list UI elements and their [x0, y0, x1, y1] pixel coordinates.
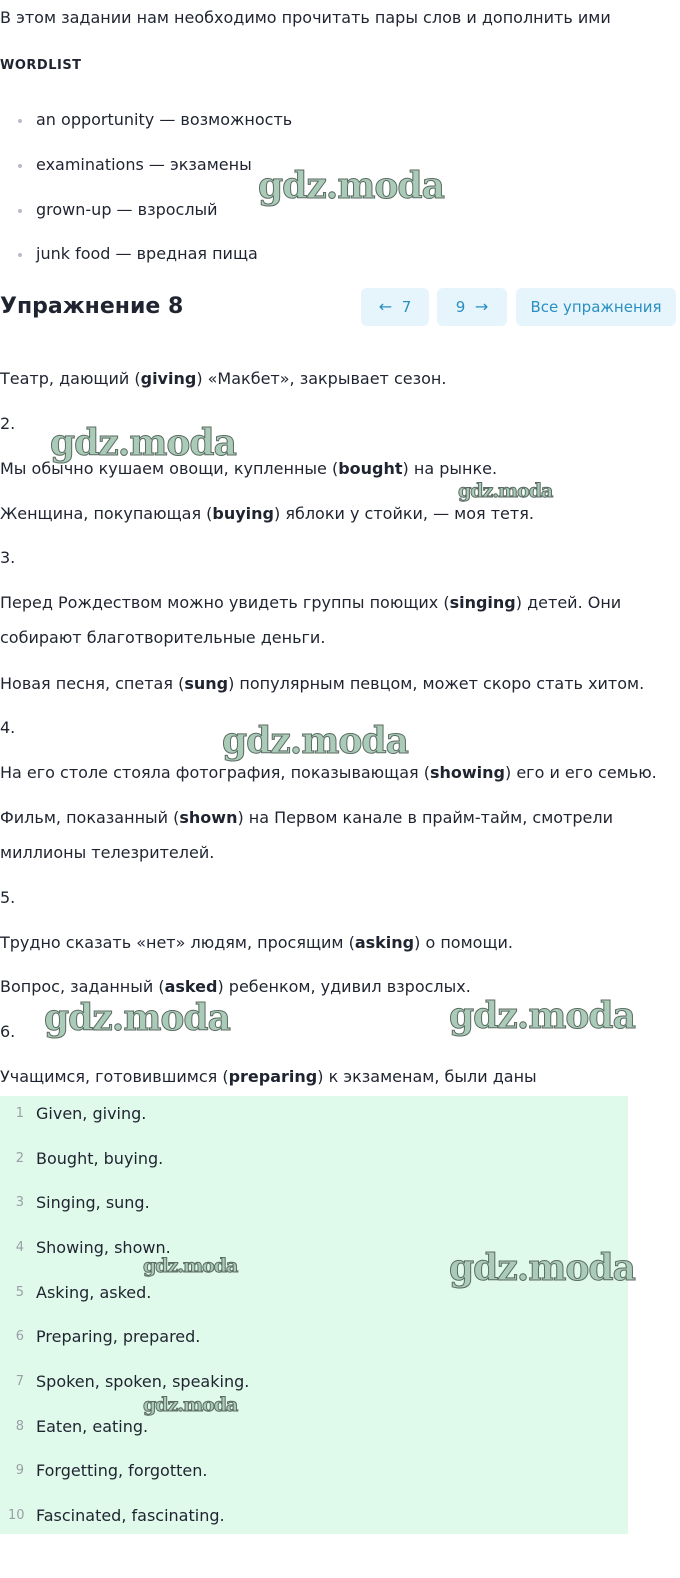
- wordlist-item: an opportunity — возможность: [36, 110, 293, 129]
- keyword: shown: [179, 808, 238, 827]
- answer-text: Asking, asked.: [36, 1283, 152, 1302]
- keyword: asking: [354, 933, 415, 952]
- sentence-text: ) «Макбет», закрывает сезон.: [196, 369, 447, 388]
- keyword: singing: [449, 593, 516, 612]
- wordlist-item: examinations — экзамены: [36, 155, 252, 174]
- keyword: showing: [429, 763, 505, 782]
- solution-sentence: [0, 762, 657, 784]
- watermark: gdz.moda: [44, 997, 230, 1039]
- answer-number: 8: [15, 1419, 24, 1434]
- solution-sentence: [0, 1066, 537, 1088]
- sentence-text: ) к экзаменам, были даны: [317, 1067, 537, 1086]
- answer-text: Bought, buying.: [36, 1149, 164, 1168]
- answer-number: 7: [15, 1374, 24, 1389]
- solution-sentence: [0, 976, 471, 998]
- sentence-text: ) популярным певцом, может скоро стать хитом.: [228, 674, 645, 693]
- wordlist-heading: WORDLIST: [0, 58, 82, 73]
- answer-text: Singing, sung.: [36, 1193, 150, 1212]
- item-number: 2.: [0, 414, 16, 433]
- sentence-text: Новая песня, спетая (: [0, 674, 185, 693]
- prev-exercise-button[interactable]: [361, 288, 429, 326]
- sentence-text: Трудно сказать «нет» людям, просящим (: [0, 933, 355, 952]
- sentence-text: Театр, дающий (: [0, 369, 141, 388]
- sentence-text: Учащимся, готовившимся (: [0, 1067, 229, 1086]
- sentence-text: ) его и его семью.: [504, 763, 657, 782]
- sentence-text: Фильм, показанный (: [0, 808, 180, 827]
- watermark: gdz.moda: [143, 1394, 238, 1416]
- answer-number: 9: [15, 1463, 24, 1478]
- sentence-text: ) о помощи.: [414, 933, 513, 952]
- sentence-text: ) яблоки у стойки, — моя тетя.: [274, 504, 534, 523]
- next-exercise-label: 9: [455, 298, 466, 316]
- answer-text: Forgetting, forgotten.: [36, 1461, 208, 1480]
- answer-number: 2: [15, 1151, 24, 1166]
- solution-sentence: [0, 592, 621, 614]
- answer-number: 10: [8, 1508, 25, 1523]
- sentence-text: Вопрос, заданный (: [0, 977, 165, 996]
- sentence-text: Мы обычно кушаем овощи, купленные (: [0, 459, 339, 478]
- answer-text: Given, giving.: [36, 1104, 147, 1123]
- item-number: 4.: [0, 718, 16, 737]
- wordlist-item: junk food — вредная пища: [36, 244, 258, 263]
- intro-text: В этом задании нам необходимо прочитать пары слов и дополнить ими: [0, 8, 611, 27]
- answer-number: 4: [15, 1240, 24, 1255]
- solution-sentence: [0, 673, 644, 695]
- wordlist-item: grown-up — взрослый: [36, 200, 218, 219]
- item-number: 5.: [0, 888, 16, 907]
- sentence-text: Женщина, покупающая (: [0, 504, 213, 523]
- solution-sentence: [0, 932, 513, 954]
- item-number: 3.: [0, 548, 16, 567]
- solution-sentence-cont: собирают благотворительные деньги.: [0, 628, 326, 647]
- answer-text: Showing, shown.: [36, 1238, 171, 1257]
- keyword: bought: [338, 459, 403, 478]
- exercise-title: Упражнение 8: [0, 294, 184, 319]
- watermark: gdz.moda: [449, 1247, 635, 1289]
- keyword: preparing: [228, 1067, 318, 1086]
- sentence-text: ) детей. Они: [515, 593, 622, 612]
- prev-exercise-label: 7: [401, 298, 412, 316]
- solution-sentence: [0, 368, 446, 390]
- arrow-right-icon: →: [474, 297, 489, 316]
- sentence-text: ) ребенком, удивил взрослых.: [217, 977, 471, 996]
- answer-text: Preparing, prepared.: [36, 1327, 201, 1346]
- answer-number: 6: [15, 1329, 24, 1344]
- watermark: gdz.moda: [222, 720, 408, 762]
- sentence-text: Перед Рождеством можно увидеть группы поющих (: [0, 593, 450, 612]
- answers-list: [0, 1096, 628, 1534]
- keyword: asked: [164, 977, 218, 996]
- answer-number: 5: [15, 1285, 24, 1300]
- sentence-text: На его столе стояла фотография, показывающая (: [0, 763, 430, 782]
- solution-sentence-cont: миллионы телезрителей.: [0, 843, 215, 862]
- watermark: gdz.moda: [258, 165, 444, 207]
- cut-off-line: [0, 334, 680, 344]
- keyword: giving: [140, 369, 197, 388]
- answer-number: 3: [15, 1195, 24, 1210]
- sentence-text: ) на рынке.: [402, 459, 498, 478]
- answer-number: 1: [15, 1106, 24, 1121]
- all-exercises-button[interactable]: Все упражнения: [516, 288, 676, 326]
- answer-text: Spoken, spoken, speaking.: [36, 1372, 250, 1391]
- sentence-text: ) на Первом канале в прайм-тайм, смотрели: [237, 808, 613, 827]
- answer-text: Fascinated, fascinating.: [36, 1506, 225, 1525]
- watermark: gdz.moda: [143, 1255, 238, 1277]
- keyword: buying: [212, 504, 274, 523]
- next-exercise-button[interactable]: [437, 288, 507, 326]
- watermark: gdz.moda: [449, 995, 635, 1037]
- arrow-left-icon: ←: [378, 297, 393, 316]
- answer-text: Eaten, eating.: [36, 1417, 149, 1436]
- keyword: sung: [184, 674, 229, 693]
- solution-sentence: [0, 807, 613, 829]
- watermark: gdz.moda: [50, 422, 236, 464]
- item-number: 6.: [0, 1022, 16, 1041]
- solution-sentence: [0, 503, 534, 525]
- watermark: gdz.moda: [458, 480, 553, 502]
